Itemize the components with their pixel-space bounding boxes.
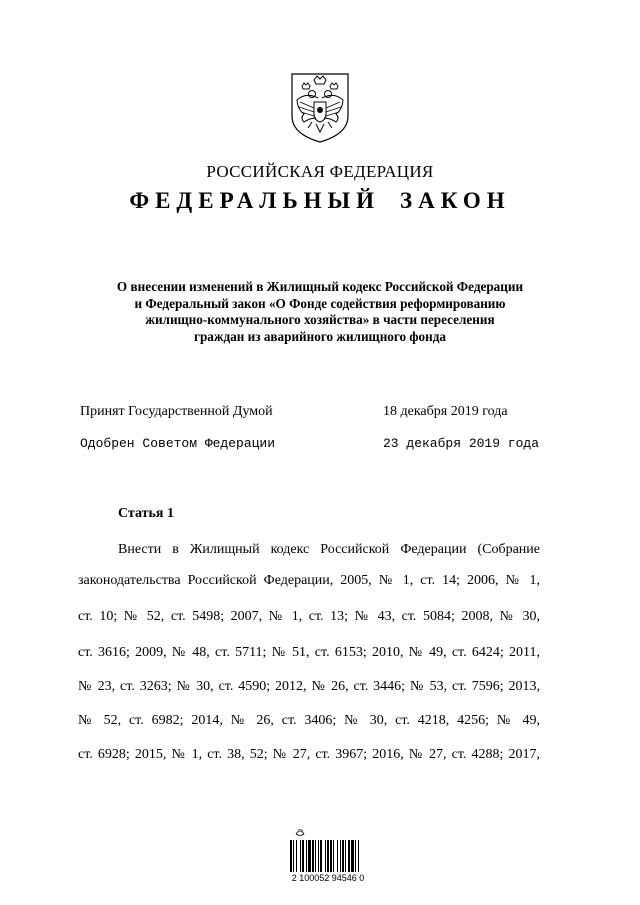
duma-date: 18 декабря 2019 года — [383, 404, 508, 419]
barcode-bars-icon — [288, 828, 368, 872]
article-heading: Статья 1 — [118, 506, 174, 521]
document-type-heading — [0, 188, 640, 214]
law-type-word-law: ЗАКОН — [400, 188, 511, 213]
duma-label: Принят Государственной Думой — [80, 404, 273, 419]
council-date: 23 декабря 2019 года — [383, 436, 540, 451]
state-emblem-icon — [288, 70, 352, 144]
council-label: Одобрен Советом Федерации — [80, 436, 276, 451]
article-text-line: ст. 6928; 2015, № 1, ст. 38, 52; № 27, ст. 3967; 2016, № 27, ст. 4288; 2017, — [78, 747, 540, 762]
law-title — [60, 279, 580, 345]
article-text-line: ст. 10; № 52, ст. 5498; 2007, № 1, ст. 13; № 43, ст. 5084; 2008, № 30, — [78, 609, 540, 624]
law-title-line: жилищно-коммунального хозяйства» в части переселения — [145, 312, 495, 327]
article-text-line: № 52, ст. 6982; 2014, № 26, ст. 3406; № 30, ст. 4218, 4256; № 49, — [78, 713, 540, 728]
barcode — [288, 828, 368, 883]
law-title-line: граждан из аварийного жилищного фонда — [193, 328, 447, 344]
country-name: РОССИЙСКАЯ ФЕДЕРАЦИЯ — [206, 162, 434, 181]
article-text-line: ст. 3616; 2009, № 48, ст. 5711; № 51, ст. 6153; 2010, № 49, ст. 6424; 2011, — [78, 645, 540, 660]
article-text-line: № 23, ст. 3263; № 30, ст. 4590; 2012, № 26, ст. 3446; № 53, ст. 7596; 2013, — [78, 679, 540, 694]
article-text-line: Внести в Жилищный кодекс Российской Федерации (Собрание — [118, 542, 540, 557]
law-title-line: О внесении изменений в Жилищный кодекс Российской Федерации — [116, 279, 524, 294]
law-type-word-federal: ФЕДЕРАЛЬНЫЙ — [129, 188, 381, 213]
law-title-line: и Федеральный закон «О Фонде содействия реформированию — [134, 295, 506, 311]
article-text-line: законодательства Российской Федерации, 2005, № 1, ст. 14; 2006, № 1, — [78, 573, 540, 588]
barcode-number: 2 100052 94546 0 — [291, 873, 365, 883]
